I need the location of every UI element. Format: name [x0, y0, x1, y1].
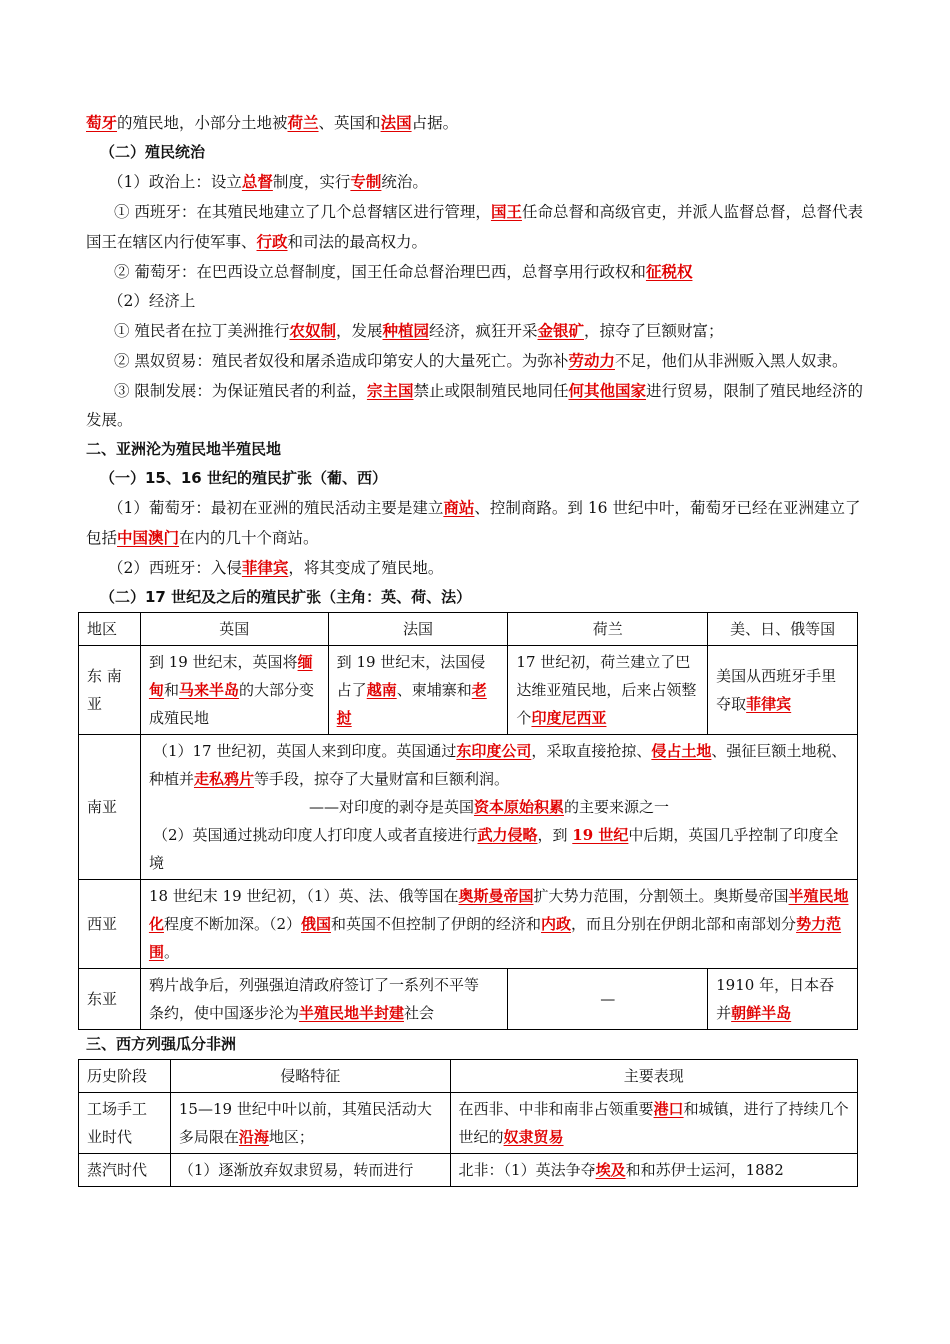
paragraph-politics	[86, 167, 866, 197]
keyword: 港口	[653, 1100, 684, 1118]
text: ② 黑奴贸易：殖民者奴役和屠杀造成印第安人的大量死亡。为弥补	[114, 352, 569, 370]
keyword: 埃及	[595, 1161, 626, 1179]
text: 统治。	[381, 173, 428, 191]
stage-cell: 工场手工业时代	[79, 1093, 171, 1154]
text: 的主要来源之一	[563, 798, 669, 816]
table-row-west-asia	[79, 880, 858, 969]
keyword: 走私鸦片	[193, 770, 254, 788]
detail-cell	[450, 1093, 857, 1154]
keyword: 宗主国	[366, 381, 414, 400]
keyword: 征税权	[645, 262, 693, 281]
keyword: 朝鲜半岛	[731, 1004, 792, 1022]
text: ，发展	[335, 322, 383, 340]
text: 中后期，英国几乎控制了印度全境	[148, 826, 839, 872]
keyword: 菲律宾	[746, 695, 792, 713]
text: 15—19 世纪中叶以前，其殖民活动大多局限在	[178, 1100, 432, 1146]
text: 。	[163, 943, 179, 961]
keyword: 总督	[241, 172, 273, 191]
table-header-cell: 历史阶段	[79, 1060, 171, 1093]
text: 的大部分变成殖民地	[148, 681, 314, 727]
feature-cell	[170, 1093, 450, 1154]
keyword: 老挝	[336, 681, 487, 727]
text: （2）英国通过挑动印度人打印度人或者直接进行	[152, 826, 478, 844]
text: 程度不断加深。（2）	[163, 915, 301, 933]
text: 和	[163, 681, 179, 699]
text: 不足，他们从非洲贩入黑人奴隶。	[614, 352, 848, 370]
text: 经济，疯狂开采	[428, 322, 538, 340]
south-asia-cell	[140, 735, 857, 880]
text: 和英国不但控制了伊朗的经济和	[331, 915, 542, 933]
text: 、柬埔寨和	[396, 681, 472, 699]
table-row	[79, 1093, 858, 1154]
region-cell: 西亚	[79, 880, 141, 969]
france-cell	[328, 646, 508, 735]
paragraph-serfdom	[86, 316, 866, 346]
text: 、英国和	[318, 114, 381, 132]
subheading-15-16-century: （一）15、16 世纪的殖民扩张（葡、西）	[100, 469, 387, 487]
text-line	[149, 737, 849, 793]
paragraph-slave-trade	[86, 346, 866, 376]
table-header-cell: 荷兰	[508, 613, 708, 646]
keyword: 东印度公司	[456, 742, 532, 760]
intro-paragraph	[86, 108, 866, 138]
text: 制度，实行	[272, 173, 351, 191]
keyword: 劳动力	[568, 351, 615, 370]
text: （1）葡萄牙：最初在亚洲的殖民活动主要是建立	[108, 499, 444, 517]
keyword: 印度尼西亚	[531, 709, 607, 727]
keyword: 中国澳门	[117, 528, 180, 547]
text: ，到	[537, 826, 573, 844]
paragraph-portugal	[86, 257, 866, 287]
keyword: 马来半岛	[178, 681, 239, 699]
keyword: 半殖民地半封建	[298, 1004, 404, 1022]
text: ，将其变成了殖民地。	[288, 559, 444, 577]
paragraph-spain	[86, 197, 866, 257]
keyword: 农奴制	[289, 321, 336, 340]
africa-table	[78, 1059, 858, 1187]
text: （2）西班牙：入侵	[108, 559, 242, 577]
keyword: 行政	[256, 232, 288, 251]
section-heading-asia: 二、亚洲沦为殖民地半殖民地	[86, 440, 282, 458]
region-cell: 东 南 亚	[79, 646, 141, 735]
keyword: 资本原始积累	[473, 798, 564, 816]
subheading-17-century: （二）17 世纪及之后的殖民扩张（主角：英、荷、法）	[100, 588, 472, 606]
text: ① 殖民者在拉丁美洲推行	[114, 322, 290, 340]
text: ，采取直接抢掠、	[531, 742, 652, 760]
region-cell: 东亚	[79, 969, 141, 1030]
text: 在西非、中非和南非占领重要	[458, 1100, 654, 1118]
section-heading-africa: 三、西方列强瓜分非洲	[86, 1035, 237, 1053]
keyword: 势力范围	[148, 915, 842, 961]
table-header-cell: 地区	[79, 613, 141, 646]
east-asia-right-cell	[708, 969, 858, 1030]
keyword: 奴隶贸易	[503, 1128, 564, 1146]
keyword: 侵占土地	[651, 742, 712, 760]
text: 1910 年，日本吞并	[716, 976, 835, 1022]
text: 等手段，掠夺了大量财富和巨额利润。	[253, 770, 509, 788]
keyword: 19 世纪	[572, 826, 629, 844]
keyword: 国王	[490, 202, 522, 221]
keyword: 荷兰	[287, 113, 319, 132]
text: 地区；	[268, 1128, 314, 1146]
keyword: 种植园	[382, 321, 429, 340]
keyword: 法国	[380, 113, 412, 132]
table-row-southeast-asia	[79, 646, 858, 735]
east-asia-middle-cell: —	[508, 969, 708, 1030]
text: 18 世纪末 19 世纪初，（1）英、法、俄等国在	[148, 887, 459, 905]
text-line	[149, 793, 849, 821]
detail-cell	[450, 1154, 857, 1187]
text: ，而且分别在伊朗北部和南部划分	[571, 915, 797, 933]
keyword: 内政	[541, 915, 572, 933]
text: ② 葡萄牙：在巴西设立总督制度，国王任命总督治理巴西，总督享用行政权和	[114, 263, 646, 281]
table-header-row	[79, 1060, 858, 1093]
document-page	[86, 108, 866, 1187]
text: 、控制商路。到 16 世纪中叶，葡萄牙已经在亚洲建立了包括	[86, 499, 861, 547]
table-header-cell: 英国	[140, 613, 328, 646]
text-line	[149, 821, 849, 877]
keyword: 俄国	[301, 915, 332, 933]
keyword: 萄牙	[86, 113, 118, 132]
text: （1）政治上：设立	[108, 173, 242, 191]
keyword: 商站	[443, 498, 475, 517]
east-asia-left-cell	[140, 969, 507, 1030]
others-cell	[708, 646, 858, 735]
keyword: 沿海	[238, 1128, 269, 1146]
text: 北非：（1）英法争夺	[458, 1161, 596, 1179]
west-asia-cell	[140, 880, 857, 969]
text: 扩大势力范围，分割领土。奥斯曼帝国	[533, 887, 789, 905]
uk-cell	[140, 646, 328, 735]
feature-cell: （1）逐渐放弃奴隶贸易，转而进行	[170, 1154, 450, 1187]
table-header-row	[79, 613, 858, 646]
text: 和城镇，进行了持续几个世纪的	[458, 1100, 849, 1146]
keyword: 奥斯曼帝国	[458, 887, 534, 905]
text: 和和苏伊士运河，1882	[625, 1161, 784, 1179]
text: 占据。	[411, 114, 459, 132]
region-cell: 南亚	[79, 735, 141, 880]
netherlands-cell	[508, 646, 708, 735]
asia-colonial-table	[78, 612, 858, 1030]
keyword: 金银矿	[537, 321, 585, 340]
text: 美国从西班牙手里夺取	[716, 667, 837, 713]
text: ，掠夺了巨额财富；	[584, 322, 724, 340]
text: ——对印度的剥夺是英国	[308, 798, 474, 816]
text: 鸦片战争后，列强强迫清政府签订了一系列不平等条约，使中国逐步沦为	[148, 976, 479, 1022]
paragraph-restriction	[86, 376, 866, 435]
keyword: 何其他国家	[568, 381, 646, 400]
paragraph-economy-heading: （2）经济上	[108, 292, 196, 310]
text: ③ 限制发展：为保证殖民者的利益，	[114, 382, 367, 400]
paragraph-portugal-asia	[86, 493, 866, 553]
text: 任命总督和高级官吏，并派人监督总督，总督代表国王在辖区内行使军事、	[86, 203, 863, 251]
paragraph-spain-asia	[86, 553, 866, 583]
text: 进行贸易，限制了殖民地经济的发展。	[86, 382, 863, 429]
table-header-cell: 法国	[328, 613, 508, 646]
text: 的殖民地，小部分土地被	[117, 114, 288, 132]
text: 17 世纪初，荷兰建立了巴达维亚殖民地，后来占领整个	[516, 653, 697, 727]
text: 社会	[403, 1004, 434, 1022]
text: 到 19 世纪末，法国侵占了	[336, 653, 486, 699]
text: 禁止或限制殖民地同任	[413, 382, 569, 400]
keyword: 越南	[366, 681, 397, 699]
table-header-cell: 侵略特征	[170, 1060, 450, 1093]
table-header-cell: 主要表现	[450, 1060, 857, 1093]
text: 和司法的最高权力。	[287, 233, 428, 251]
table-row-south-asia	[79, 735, 858, 880]
table-header-cell: 美、日、俄等国	[708, 613, 858, 646]
keyword: 缅甸	[148, 653, 313, 699]
keyword: 半殖民地化	[148, 887, 849, 933]
text: ① 西班牙：在其殖民地建立了几个总督辖区进行管理，	[114, 203, 491, 221]
stage-cell: 蒸汽时代	[79, 1154, 171, 1187]
keyword: 武力侵略	[477, 826, 538, 844]
keyword: 专制	[350, 172, 382, 191]
keyword: 菲律宾	[241, 558, 289, 577]
table-row	[79, 1154, 858, 1187]
section-heading-colonial-rule: （二）殖民统治	[100, 143, 206, 161]
text: 、强征巨额土地税、种植并	[148, 742, 847, 788]
text: 在内的几十个商站。	[179, 529, 319, 547]
text: （1）17 世纪初，英国人来到印度。英国通过	[152, 742, 457, 760]
table-row-east-asia	[79, 969, 858, 1030]
text: 到 19 世纪末，英国将	[148, 653, 298, 671]
